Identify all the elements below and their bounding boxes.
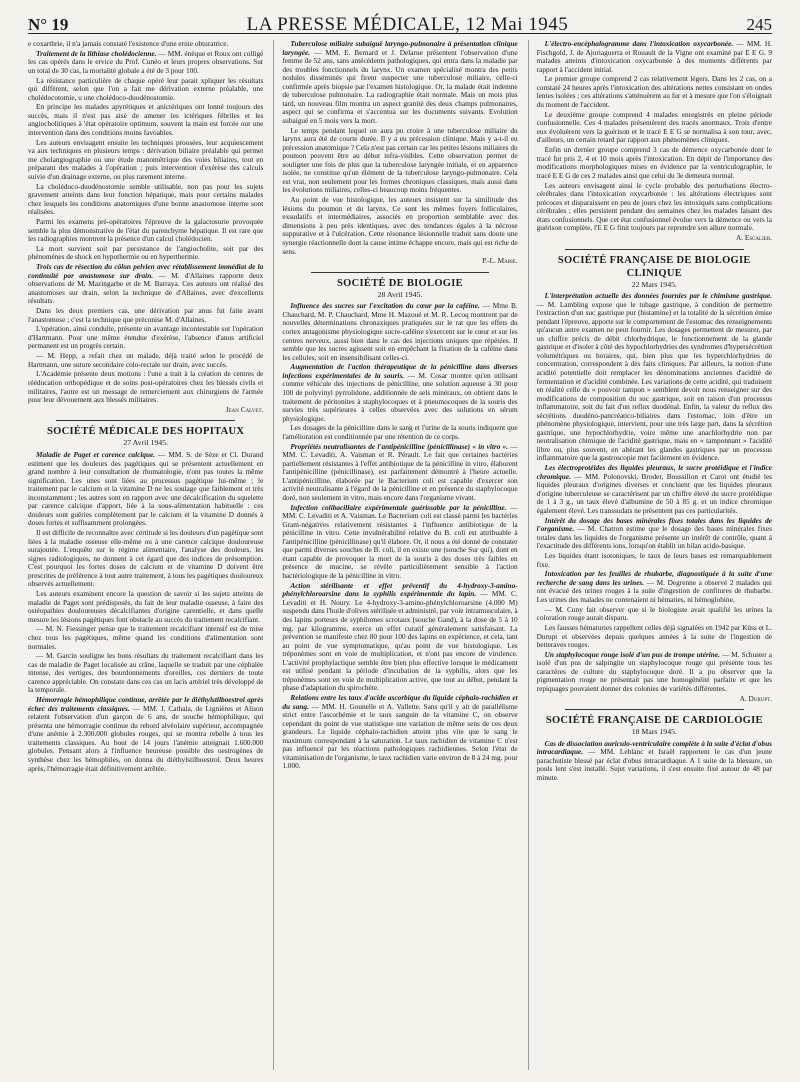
section-title: SOCIÉTÉ DE BIOLOGIE [337, 277, 463, 289]
article-heading: L'électro-encéphalogramme dans l'intoxication oxycarbonée. [544, 40, 734, 48]
article-text: — MM. J. Cathala, de Lignières et Alison relatent l'observation d'un garçon de 6 ans, de souche hémophilique, qui présenta une hémorragie continue du rebord alvéolaire supérieur, accompagnée d'une anémie à 2.300.000 globules rouges, qui se montra rebelle à tous les traitements classiques. Au bout de 14 jours l'anémie atteignait 1.600.000 globules. Pensant alors à l'influence heureuse possible des oestrogènes de synthèse chez les hémophiles, on donna du diéthylstilboestrol. Deux heures après, l'hémorragie était définitivement arrêtée. [28, 703, 264, 773]
paragraph: Les fausses hématuries rappellent celles déjà signalées en 1942 par Küss et L. Durupt et observées depuis quelques années à la suite de l'ingestion de betteraves rouges. [536, 622, 772, 650]
article-item [537, 517, 772, 551]
article-text: — MM. H. Gounelle et A. Vallette. Sans qu'il y ait de parallélisme strict entre l'ascorbémie et le taux sanguin de la vitamine C, on observe cependant du point de vue statistique une variation de même sens de ces deux grandeurs. Le liquide céphalo-rachidien atteint plus vite que le sang le maximum correspondant à la saturation. Le taux rachidien de vitamine C n'est pas influencé par les réactions pathologiques rachidiennes. Selon l'état de vitaminisation de l'organisme, le taux rachidien varie environ de 8 à 24 mg. pour 1.000. [282, 701, 518, 771]
section-divider [565, 709, 744, 710]
paragraph: — M. Hepp, a refait chez un malade, déjà traité selon le procédé de Hartmann, une suture secondaire colo-rectale sur drain, avec succès. [28, 351, 264, 369]
article-heading: Propriétés neutralisantes de l'antipénicilline (pénicillinase) « in vitro ». [290, 441, 509, 451]
article-item [282, 302, 517, 362]
article-item [537, 740, 772, 783]
section-title: SOCIÉTÉ FRANÇAISE DE BIOLOGIE CLINIQUE [557, 254, 751, 279]
article-heading: Influence des sucres sur l'excitation du cœur par la caféine. [290, 301, 480, 311]
article-item [537, 464, 772, 515]
article-heading: Traitement de la lithiase cholédocienne. [36, 48, 157, 58]
section-divider [565, 249, 744, 250]
section-divider [311, 272, 490, 273]
paragraph: — M. N. Fiessinger pense que le traitement recalcifiant intensif est de mise chez tous les pagétiques, même quand les conditions d'alimentation sont normales. [28, 624, 264, 651]
article-item [537, 570, 772, 604]
article-item [537, 292, 772, 463]
article-item [537, 651, 772, 694]
section-date: 27 Avril 1945. [123, 438, 168, 448]
paragraph: — M. Cuny fait observer que si le biologiste avait qualifié les urines la coloration rouge aurait disparu. [536, 604, 772, 623]
article-item [282, 443, 517, 503]
article-item [28, 696, 263, 773]
paragraph: La mort survient soit par persistance de l'angiocholite, soit par des phénomènes de shock en hypothermie ou en hyperthermie. [28, 243, 264, 262]
article-heading: Trois cas de résection du côlon pelvien avec rétablissement immédiat de la continuité par anastomose sur drain. [28, 262, 264, 280]
paragraph: En principe les malades apyrétiques et anictériques ont lonné toujours des succès, mais il n'est pas aisé de amener les ictériques fébriles et les angiocholitiques à 'état opératoire optimum, souvent la main est forcée our une intervention dans des conditions moins favoables. [28, 102, 264, 138]
section-date: 22 Mars 1945. [631, 279, 677, 289]
section-divider [56, 420, 235, 421]
page-header [28, 0, 772, 34]
article-text: — M. Chatron estime que le dosage des bases minérales fixes totales dans les liquides de l'organisme présente un intérêt de contrôle, quant à l'exactitude des différents ions, lorsqu'on établit un bilan acido-basique. [536, 524, 772, 551]
column-middle [273, 40, 517, 1070]
article-heading: L'interprétation actuelle des données fournies par le chimisme gastrique. [544, 291, 772, 301]
article-item [282, 504, 517, 581]
article-heading: Un staphylocoque rouge isolé d'un pus de trompe utérine. [544, 649, 720, 659]
article-text: — MM. E. Bernard et J. Delarue présentent l'observation d'une femme de 52 ans, sans antécédents pathologiques, qui entra dans la maladie par des troubles fonctionnels du larynx. Un examen spécialisé montra des petits nodules disséminés qui firent suspecter une tuberculose miliaire, celle-ci confirmée après biopsie par l'examen histologique. Or, la malade était indemne de tuberculose pulmonaire. La radiographie était normale. Mais un mois plus tard, un nouveau film montra un aspect granité des deux champs pulmonaires, aspect qui se confirma et s'accentua sur les documents suivants. Evolution subaiguë en 5 mois vers la mort. [282, 47, 518, 125]
paragraph: Les auteurs envisagent ainsi le cycle probable des perturbations électro-cérébrales dans l'intoxication oxycarbonée : les altérations électriques sont précoces et disparaissent en peu de jours chez les intoxiqués sans complications cérébrales ; elles persistent pendant des semaines chez les malades faisant des états confusionnels. Que cet état confusionnel évolue vers la démence ou vers la guérison complète, l'E E G finit toujours par reprendre son allure normale. [536, 180, 772, 233]
article-text: — M. d'Allaines rapporte deux observations de M. Mazingarbe et de M. Barraya. Ces auteurs ont réalisé des anastomoses sur drain, selon la technique de d'Allaines, avec d'excellents résultats. [28, 270, 264, 306]
article-heading: Intérêt du dosage des bases minérales fixes totales dans les liquides de l'organisme. [536, 515, 772, 534]
paragraph: Les auteurs examinent encore la question de savoir si les sujets atteints de maladie de Paget sont prédisposés, du fait de leur maladie osseuse, à faire des ostéopathies douloureuses décalcifiantes d'origine carentielle, et dans quelle mesure les lésions pagétiques font obstacle au succès du traitement recalcifiant. [28, 589, 264, 624]
paragraph: La résistance particulière de chaque opéré leur parait xpliquer les résultats qui diffèrent, selon que l'on a fait me dérivation externe préalable, une cholédocotomie, u une cholédoco-duodénostomie. [28, 75, 264, 102]
author-signature: P.-L. Marie. [482, 256, 518, 266]
paragraph: Parmi les examens pré-opératoires l'épreuve de la galactosurie provoquée semble la plus démonstrative de l'état du parenchyme hépatique. Il est rare que les radiographies montrent la présence d'un calcul cholédocien. [28, 217, 264, 244]
article-item [28, 50, 263, 76]
article-item [28, 263, 263, 306]
author-signature: A. Escalier. [735, 232, 772, 242]
article-text: — Mme B. Chauchard, M. P. Chauchard, Mme H. Mazoué et M. R. Lecoq montrent par de nouvelles déterminations chronaxiques pratiquées sur le rat que les effets du cortex antagonisme physiologique sucre-caféine s'exercent sur le cœur et sur les centres nerveux, aussi bien dans le cas des injections uniques que répétées. Il semble que les sucres agissent soit en empêchant la fixation de la caféine dans les cellules, soit en insensibilisant celles-ci. [282, 301, 518, 362]
article-item [282, 694, 517, 771]
article-text: — MM. C. Levaditi et H. Noury. Le 4-hydroxy-3-amino-phénylchloroarsine (4.000 M) suspendu dans l'huile d'olives stérilisée et administré, par voie intramusculaire, à des lapins porteurs de syphilomes scrotaux (souche Gand), à la dose de 5 à 10 mg. par kilogramme, exerce un effet curatif généralement satisfaisant. La prévention se manifeste chez 80 pour 100 des lapins en expérience, et cela, tant au point de vue symptomatique, qu'au point de vue histologique. Les tréponèmes sont en voie de multiplication, et n'ont pas encore de virulence. L'activité prophylactique semble être bien plus effective lorsque le médicament est utilisé pendant la période d'incubation de la syphilis, alors que les tréponèmes sont en voie de multiplication active, que tout au début, pendant la phase d'adaptation du spirochète. [282, 589, 518, 693]
paragraph: L'opération, ainsi conduite, présente un avantage incontestable sur l'opération d'Hartmann. Pour une même étendue d'exérèse, l'absence d'anus artificiel permanent est un progrès certain. [28, 324, 264, 351]
article-heading: Relations entre les taux d'acide ascorbique du liquide céphalo-rachidien et du sang. [282, 693, 518, 711]
paragraph: Le premier groupe comprend 2 cas relativement légers. Dans les 2 cas, on a constaté 24 heures après l'intoxication des altérations nettes consistant en ondes lentes isolées ; ces altérations s'atténuèrent au fur et à mesure que l'on s'éloignait du moment de l'accident. [536, 74, 772, 110]
article-item [28, 451, 263, 528]
article-text: — M. Lambling expose que le tubage gastrique, à condition de permettre l'extraction d'un suc gastrique pur (histamine) et la totalité de la sécrétion émise pendant l'épreuve, apporte sur le comportement de l'estomac des renseignements qu'aucun autre examen ne peut fournir. Les dosages permettent de mesurer, par un chiffre précis de débit chlorhydrique, le fonctionnement de la glande gastrique et d'isoler à côté des hypochlorhydries des syndromes d'hypersécrétion volumétriques ou horaires, qui, bien plus que les hyperchlorhydries de concentration, correspondent à des faits cliniques. Par ailleurs, la notion d'une acidité potentielle doit remplacer les dénominations anciennes d'acidité de fermentation et d'acidité combinée. Les variations de cette acidité, qui traduisent en réalité celle du « pouvoir tampon » semblent devoir nous renseigner sur des modifications de composition du suc gastrique, soit en raison d'un processus inflammatoire, soit du fait d'un reflux duodénal. Enfin, la valeur du reflux des sécrétions duodéno-pancréatico-biliaires dans l'estomac, loin d'être un phénomène physiologique, intervient, pour une très large part, dans la sécrétion gastrique, une hypochlorhydrie, voire même une anachlorhydrie non par neutralisation chimique de l'acidité gastrique, mais en « tamponnant » l'acidité libre ou, plus souvent, en altérant les glandes gastriques par un processus inflammatoire que la gastroscopie met facilement en évidence. [536, 299, 772, 463]
section-date: 18 Mars 1945. [631, 727, 677, 737]
article-heading: Tuberculose miliaire subaiguë laryngo-pulmonaire à présentation clinique laryngée. [282, 40, 518, 57]
article-heading: Augmentation de l'action thérapeutique de la pénicilline dans diverses infections expérimentales de la souris. [282, 362, 518, 380]
article-text: — M. Degrenne a observé 2 malades qui ont évacué des urines rouges à la suite d'ingestion de confitures de rhubarbe. Les urines des malades ne contenaient ni hématies, ni hémoglobine. [536, 577, 772, 604]
section-title: SOCIÉTÉ MÉDICALE DES HOPITAUX [47, 426, 245, 438]
columns [28, 40, 772, 1070]
article-heading: Intoxication par les feuilles de rhubarbe, diagnostiquée à la suite d'une recherche de sang dans les urines. [536, 569, 772, 587]
section-date: 28 Avril 1945. [377, 289, 423, 299]
paragraph: Les auteurs envisagent ensuite les techniques proosées, leur acquiescement va aux techniques en plusieurs temps : dérivation biliaire préalable qui permet me cholangiographie ou une étude manométrique des voies biliaires, tout en préparant des malades à l'opération ; puis intervention d'exérèse des calculs suivie d'un drainage externe, ou plus rarement interne. [28, 137, 264, 181]
journal-title: LA PRESSE MÉDICALE, 12 Mai 1945 [246, 14, 569, 35]
article-text: — MM. H. Fischgold, J. de Ajuriaguerra et Rouault de la Vigne ont examiné par E E G. 9 malades atteints d'intoxication oxycarbonée à des moments différents par rapport à l'accident initial. [536, 40, 772, 74]
article-text: — MM. Leblanc et Israël rapportent le cas d'un jeune parachutiste blessé par éclat d'obus intracardiaque. A 1 suite de la blessure, un pouls lent s'est installé. Sujet variations, il s'est ensuite fixé autour de 48 par minute. [536, 747, 772, 782]
article-item [537, 40, 772, 74]
article-text: — M. Schuster a isolé d'un pus de salpingite un staphylocoque rouge qui présente tous les caractères de culture du staphylocoque doré. Il a pu observer que la pigmentation rouge ne présentait pas une homogénéité parfaite et que les repiquages pouvaient donner des colonies de variétés différentes. [536, 649, 772, 693]
column-right [528, 40, 772, 1070]
article-text: — MM. C. Levaditi et A. Vaisman. Le Bacterium coli est classé parmi les bactéries Gram-négatives relativement résistantes à l'influence antibiotique de la pénicilline in vitro. Cette invulnérabilité relative du B. coli est attribuable à l'antipénicilline (pénicillinase) qu'il élabore. Or, il nous a été donné de constater que parmi diverses souches de B. coli, il en existe une (souche Sur qui), dont en étant capable de provoquer la mort de la souris à des doses très faibles en présence de mucine, se révèle particulièrement sensible à l'action bactériologique de la pénicilline in vitro. [282, 502, 518, 581]
paragraph: Les liquides étant isotoniques, le taux de leurs bases est remarquablement fixe. [536, 551, 772, 569]
paragraph: Dans les deux premiers cas, une dérivation par anus fut faite avant l'anastomose ; c'est la technique que préconise M. d'Allaines. [28, 306, 264, 324]
page-number: 245 [746, 15, 772, 34]
paragraph: Les dosages de la pénicilline dans le sang et l'urine de la souris indiquent que l'amélioration est conditionnée par une rétention de ce corps. [282, 423, 518, 441]
paragraph: Il est difficile de reconnaître avec certitude si les douleurs d'un pagétique sont liées à la maladie osseuse elle-même ou à une carence calcique douloureuse surajoutée. L'enquête sur le régime alimentaire, l'analyse des douleurs, les signes radiologiques, ne donnent à cet égard que des indices de présomption. C'est pourquoi les fortes doses de calcium et de vitamine D doivent être prescrites de préférence à tout autre traitement, à tous les pagétiques douloureux observés actuellement. [28, 528, 264, 589]
article-text: — MM. C. Levaditi, A. Vaisman et R. Pérault. Le fait que certaines bactéries partiellement résistantes à l'effet antibiotique de la pénicilline in vitro, élaborent l'antipénicilline (pénicillinase), est parfaitement démontré à l'heure actuelle. L'antipénicilline, élaborée par le Bacterium coli est capable d'exercer son activité neutralisante à l'égard de la pénicilline et en présence du staphylocoque doré, non seulement in vitro, mais encore dans l'organisme vivant. [282, 441, 518, 502]
paragraph: Enfin un dernier groupe comprend 3 cas de démence oxycarbonée dont le tracé fut pris 2, 4 et 10 mois après l'intoxication. En dépit de l'importance des modifications morphologiques mises en évidence par la ventriculographie, le tracé E E G de ces 2 malades ainsi que celui du 3e demeura normal. [536, 145, 772, 180]
issue-number: N° 19 [28, 15, 69, 34]
article-heading: Maladie de Paget et carence calcique. [36, 449, 156, 459]
article-heading: Les électroprotéides des liquides pleuraux, le sucre protéidique et l'indice chromique. [536, 463, 772, 481]
section-title: SOCIÉTÉ FRANÇAISE DE CARDIOLOGIE [545, 715, 763, 727]
author-signature: A. Durupt. [739, 693, 772, 703]
article-text: — MM. Polonovski, Broder, Boussillon et Carot ont étudié les liquides pleuraux d'origines diverses et concluent que les liquides pleuraux d'origine tuberculeuse se caractérisent par un chiffre élevé du sucre protéidique de 1 à 3 g., un taux élevé d'albumine de 50 à 85 g. et un indice chromique également élevé. Les transsudats ne présentent pas ces particularités. [536, 471, 772, 515]
column-left [28, 40, 263, 1070]
paragraph: L'Académie présente deux motions : l'une a trait à la création de centres de rééducation orthopédique et de soins post-opératoires chez les blessés civils et militaires, l'autre est un message de remerciement aux chirurgiens de l'armée pour leur dévouement aux blessés militaires. [28, 369, 264, 405]
article-item [282, 582, 517, 693]
paragraph: Au point de vue histologique, les auteurs insistent sur la similitude des lésions du poumon et du larynx. Ce sont les mêmes foyers folliculaires, exsudatifs et intermédiaires, associés en proportion semblable avec des dimensions à peu près identiques, avec des tendances égales à la nécrose suppurative et à l'ulcération. Cette résonance lésionnelle traduit sans doute une synergie réactionnelle dont la cause intime échappe encore, mais qui est riche de sens. [282, 195, 518, 256]
paragraph: Le temps pendant lequel on aura pu croire à une tuberculose miliaire du larynx aura été de courte durée. Il y a eu précession clinique. Mais y a-t-il eu précession anatomique ? Cela n'est pas certain car les petites lésions miliaires du poumon peuvent être au début infra-visibles. Cette observation permet de souligner une fois de plus que la tuberculose laryngée initiale, et en apparence isolée, ne constitue qu'un élément de la tuberculose laryngo-pulmonaire. Cela est vrai, non seulement pour les formes chroniques classiques, mais aussi dans les évolutions miliaires, celles-ci beaucoup moins fréquentes. [282, 125, 518, 195]
article-item [282, 363, 517, 423]
article-heading: Action stérilisante et effet préventif du 4-hydroxy-3-amino-phénylchloroarsine dans la syphilis expérimentale du lapin. [282, 580, 518, 599]
paragraph: Le deuxième groupe comprend 4 malades enregistrés en pleine période confusionnelle. Ces 4 malades présentèrent des tracés anormaux. Trois d'entre eux évoluèrent vers la guérison et le tracé E E G se normalisa à son tour, avec, d'ailleurs, un certain retard par rapport aux phénomènes cliniques. [536, 109, 772, 145]
paragraph: — M. Garcin souligne les bons résultats du traitement recalcifiant dans les cas de maladie de Paget localisée au crâne, laquelle se traduit par une céphalée intense, des vertiges, des bourdonnements d'oreilles, ces derniers de toute carence appréciable. On constate dans ces cas un lacis artériel très développé de la temporale. [28, 651, 264, 695]
article-text: — MM. S. de Sèze et Cl. Durand estiment que les douleurs des pagétiques qui se présentent actuellement en grand nombre à leur consultation de rhumatologie, n'ont pas toutes la même signification. Les unes sont liées au processus pagétique lui-même ; le traitement par le calcium et la vitamine D ne les soulage que faiblement et très inconstamment ; les autres sont en rapport avec une décalcification du squelette par carence calcique d'apport, liée à la sous-alimentation habituelle : ces douleurs sont guéries complètement par le calcium et la vitamine D donnés à doses fortes et suffisamment prolongées. [28, 449, 264, 528]
article-heading: Cas de dissociation auriculo-ventriculaire complète à la suite d'éclat d'obus intracardiaque. [536, 738, 772, 757]
article-text: — MM. énèque et Roux ont colligé les cas opérés dans le ervice du Prof. Cunéo et leurs propres observations. Sur un total de 30 cas, la mortalité globale a été de 3 pour 100. [28, 48, 264, 75]
paragraph: e coxarthrie, il n'a jamais constaté l'existence d'une ernie obturatrice. [28, 40, 229, 48]
article-text: — M. Cosar montre qu'en utilisant comme véhicule des injections de pénicilline, une solution aqueuse à 30 pour 100 de polyvinyl pyrrolidone, additionnée de sels minéraux, on obtient dans le traitement de péritonites à staphylocoques et à pneumocoques de la souris des survies très supérieures à celles observées avec des solutions en sérum physiologique. [282, 370, 518, 423]
article-item [282, 40, 517, 125]
article-heading: Hémorragie hémophilique continue, arrêtée par le diéthylstilboestrol après échec des traitements classiques. [28, 695, 264, 713]
author-signature: Jean Calvet. [225, 404, 264, 414]
paragraph: La cholédoco-duodénostomie semble utilisable, non pas pour les sujets gravement atteints dans leur fonction hépatique, mais pour certains malades chez lesquels les conditions anatomiques d'une bonne anastomose interne sont réalisées. [28, 181, 264, 217]
article-heading: Infection colibacillaire expérimentale guérissable par la pénicilline. [290, 502, 507, 512]
